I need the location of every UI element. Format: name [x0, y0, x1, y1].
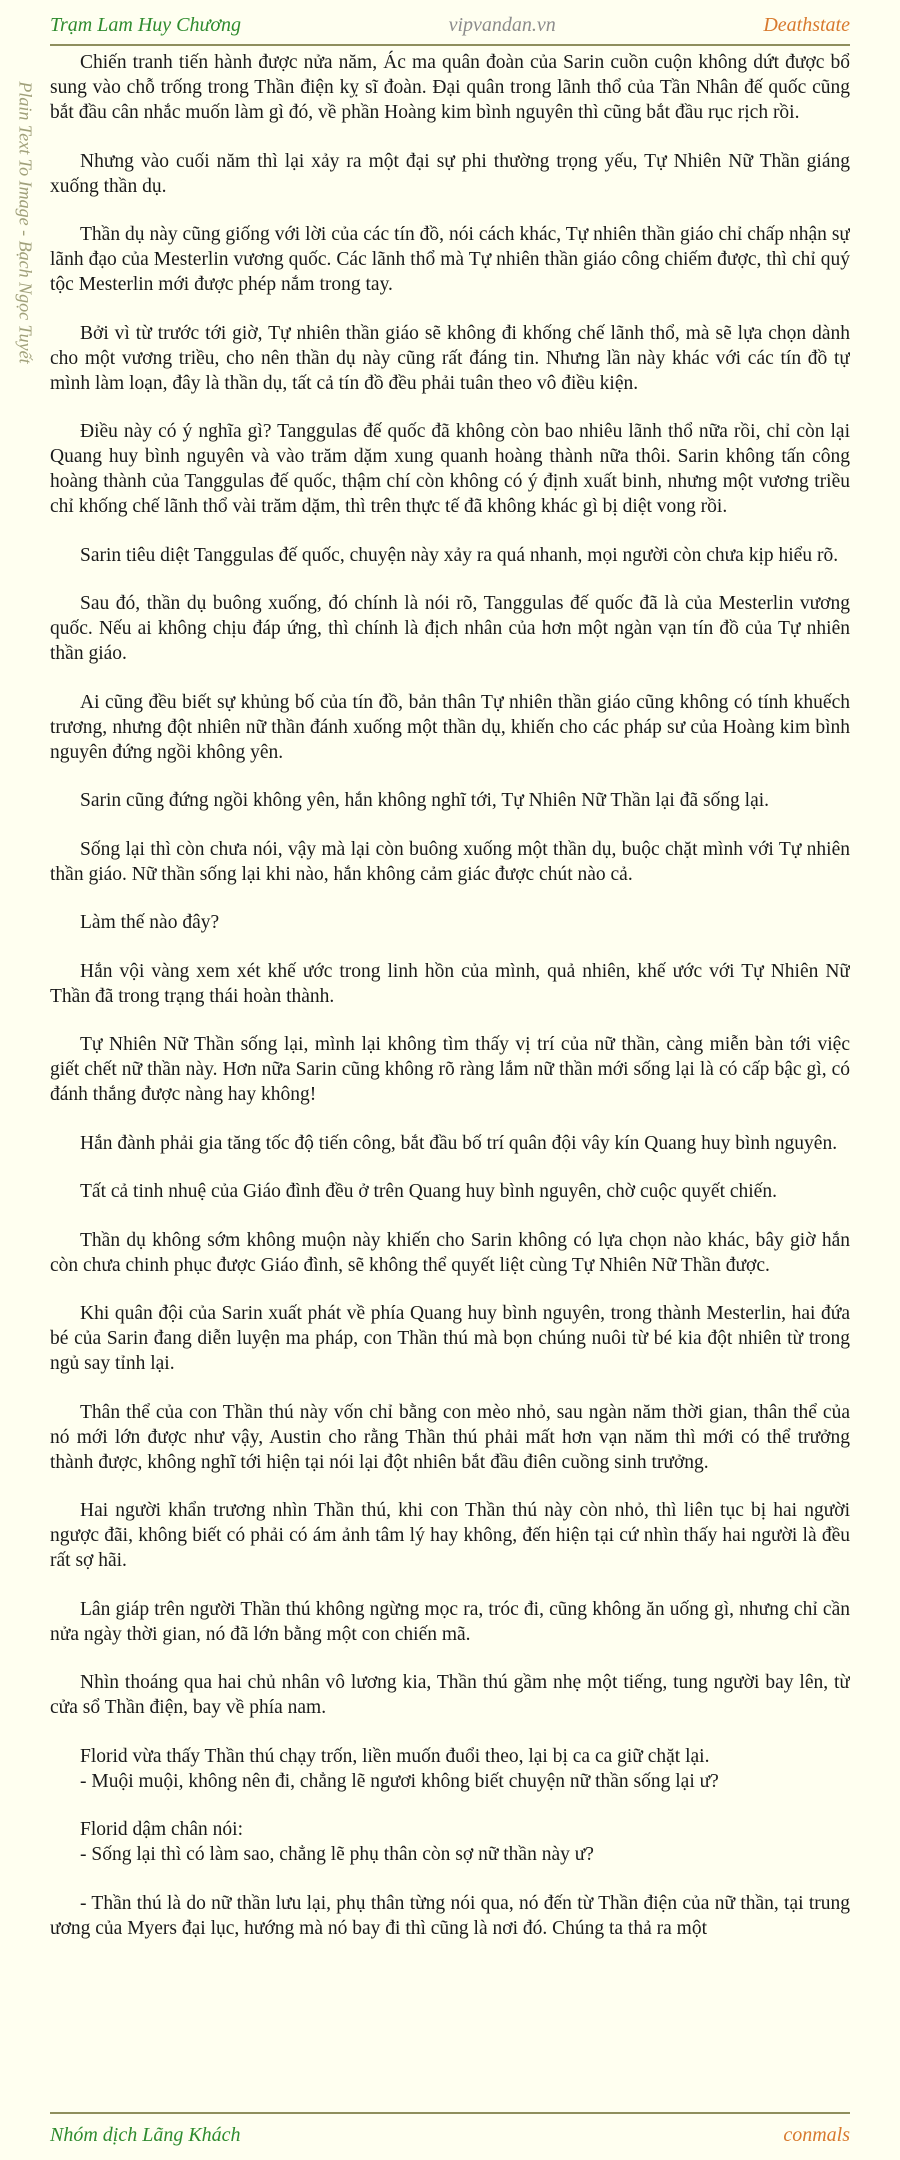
footer-divider [50, 2112, 850, 2114]
paragraph: Chiến tranh tiến hành được nửa năm, Ác ma quân đoàn của Sarin cuồn cuộn không dứt được bổ sung vào chỗ trống trong Thần điện kỵ sĩ đoàn. Đại quân trong lãnh thổ của Tần Nhân đế quốc cũng bắt đầu cân nhắc muốn làm gì đó, về phần Hoàng kim bình nguyên thì cũng bắt đầu rục rịch rồi. [50, 52, 850, 123]
paragraph: Lân giáp trên người Thần thú không ngừng mọc ra, tróc đi, cũng không ăn uống gì, nhưng chỉ cần nửa ngày thời gian, nó đã lớn bằng một con chiến mã. [50, 1598, 850, 1645]
paragraph: Bởi vì từ trước tới giờ, Tự nhiên thần giáo sẽ không đi khống chế lãnh thổ, mà sẽ lựa chọn dành cho một vương triều, cho nên thần dụ này cũng rất đáng tin. Nhưng lần này khác với các tín đồ tự mình làm loạn, đây là thần dụ, tất cả tín đồ đều phải tuân theo vô điều kiện. [50, 322, 850, 394]
page-header [50, 8, 850, 42]
paragraph: Nhưng vào cuối năm thì lại xảy ra một đại sự phi thường trọng yếu, Tự Nhiên Nữ Thần giáng xuống thần dụ. [50, 150, 850, 197]
side-watermark-text: Plain Text To Image - Bạch Ngọc Tuyết [15, 80, 36, 364]
paragraph: Sarin tiêu diệt Tanggulas đế quốc, chuyện này xảy ra quá nhanh, mọi người còn chưa kịp hiểu rõ. [80, 544, 839, 566]
narration-line: Florid vừa thấy Thần thú chạy trốn, liền muốn đuổi theo, lại bị ca ca giữ chặt lại. [80, 1745, 710, 1767]
narration-line: Florid dậm chân nói: [80, 1819, 244, 1840]
paragraph: Sarin cũng đứng ngồi không yên, hắn không nghĩ tới, Tự Nhiên Nữ Thần lại đã sống lại. [80, 790, 770, 811]
paragraph: Thân thể của con Thần thú này vốn chỉ bằng con mèo nhỏ, sau ngàn năm thời gian, thân thể của nó mới lớn được như vậy, Austin cho rằng Thần thú phải mất hơn vạn năm thì mới có thể trưởng thành được, không nghĩ tới hiện tại nói lại đột nhiên bắt đầu điên cuồng sinh trưởng. [50, 1401, 850, 1473]
footer-translator-group: Nhóm dịch Lãng Khách [50, 2123, 241, 2146]
dialogue-line: - Sống lại thì có làm sao, chẳng lẽ phụ thân còn sợ nữ thần này ư? [80, 1844, 594, 1865]
dialogue-line: - Muội muội, không nên đi, chẳng lẽ ngươi không biết chuyện nữ thần sống lại ư? [80, 1770, 719, 1792]
chapter-body [50, 50, 850, 2080]
paragraph: Hai người khẩn trương nhìn Thần thú, khi con Thần thú này còn nhỏ, thì liên tục bị hai người ngược đãi, không biết có phải có ám ảnh tâm lý hay không, đến hiện tại cứ nhìn thấy hai người là đều rất sợ hãi. [50, 1500, 850, 1571]
paragraph: Khi quân đội của Sarin xuất phát về phía Quang huy bình nguyên, trong thành Mesterlin, hai đứa bé của Sarin đang diễn luyện ma pháp, con Thần thú mà bọn chúng nuôi từ bé kia đột nhiên từ trong ngủ say tỉnh lại. [50, 1303, 850, 1374]
paragraph: Ai cũng đều biết sự khủng bố của tín đồ, bản thân Tự nhiên thần giáo cũng không có tính khuếch trương, nhưng đột nhiên nữ thần đánh xuống một thần dụ, khiến cho các pháp sư của Hoàng kim bình nguyên đứng ngồi không yên. [50, 691, 850, 763]
paragraph: Thần dụ không sớm không muộn này khiến cho Sarin không có lựa chọn nào khác, bây giờ hắn còn chưa chinh phục được Giáo đình, sẽ không thể quyết liệt cùng Tự Nhiên Nữ Thần được. [50, 1229, 850, 1276]
footer-uploader: conmals [783, 2123, 850, 2146]
paragraph-final: - Thần thú là do nữ thần lưu lại, phụ thân từng nói qua, nó đến từ Thần điện của nữ thần, tại trung ương của Myers đại lục, hướng mà nó bay đi thì cũng là nơi đó. Chúng ta thả ra một [50, 1892, 850, 1939]
paragraph: Thần dụ này cũng giống với lời của các tín đồ, nói cách khác, Tự nhiên thần giáo chỉ chấp nhận sự lãnh đạo của Mesterlin vương quốc. Các lãnh thổ mà Tự nhiên thần giáo công chiếm được, thì chỉ quý tộc Mesterlin mới được phép nắm trong tay. [50, 224, 850, 295]
paragraph: Sau đó, thần dụ buông xuống, đó chính là nói rõ, Tanggulas đế quốc đã là của Mesterlin vương quốc. Nếu ai không chịu đáp ứng, thì chính là địch nhân của hơn một ngàn vạn tín đồ của Tự nhiên thần giáo. [50, 593, 850, 664]
paragraph: Điều này có ý nghĩa gì? Tanggulas đế quốc đã không còn bao nhiêu lãnh thổ nữa rồi, chỉ còn lại Quang huy bình nguyên và vào trăm dặm xung quanh hoàng thành nữa thôi. Sarin không tấn công hoàng thành của Tanggulas đế quốc, thậm chí còn không có ý định xuất binh, nhưng một vương triều chỉ khống chế lãnh thổ vài trăm dặm, thì trên thực tế đã không khác gì bị diệt vong rồi. [50, 421, 850, 517]
paragraph: Hắn vội vàng xem xét khế ước trong linh hồn của mình, quả nhiên, khế ước với Tự Nhiên Nữ Thần đã trong trạng thái hoàn thành. [50, 960, 850, 1007]
side-watermark [10, 52, 40, 392]
header-left-title: Trạm Lam Huy Chương [50, 13, 242, 36]
paragraph: Sống lại thì còn chưa nói, vậy mà lại còn buông xuống một thần dụ, buộc chặt mình với Tự nhiên thần giáo. Nữ thần sống lại khi nào, hắn không cảm giác được chút nào cả. [50, 838, 850, 885]
page-footer [50, 2118, 850, 2152]
header-divider [50, 44, 850, 46]
paragraph: Làm thế nào đây? [80, 912, 220, 933]
header-right-title: Deathstate [763, 13, 850, 36]
paragraph: Hắn đành phải gia tăng tốc độ tiến công, bắt đầu bố trí quân đội vây kín Quang huy bình nguyên. [80, 1132, 838, 1154]
paragraph: Nhìn thoáng qua hai chủ nhân vô lương kia, Thần thú gầm nhẹ một tiếng, tung người bay lên, từ cửa sổ Thần điện, bay về phía nam. [50, 1672, 850, 1718]
header-site-name: vipvandan.vn [448, 13, 556, 36]
paragraph: Tất cả tinh nhuệ của Giáo đình đều ở trên Quang huy bình nguyên, chờ cuộc quyết chiến. [80, 1181, 777, 1202]
paragraph: Tự Nhiên Nữ Thần sống lại, mình lại không tìm thấy vị trí của nữ thần, càng miễn bàn tới việc giết chết nữ thần này. Hơn nữa Sarin cũng không rõ ràng lắm nữ thần mới sống lại là có cấp bậc gì, có đánh thắng được nàng hay không! [50, 1034, 850, 1105]
